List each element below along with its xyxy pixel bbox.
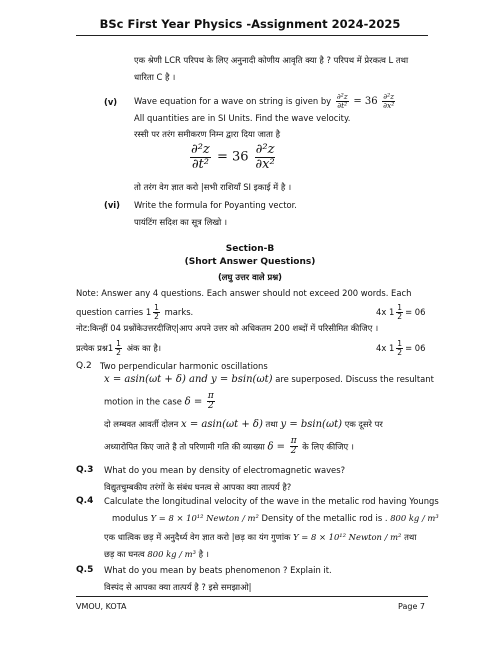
intro-line-2: धारिता C है । [134,72,176,82]
q5-label: Q.5 [76,565,94,575]
wave-eq-equals: = 36 [216,149,249,165]
question-v-hindi-2: तो तरंग वेग ज्ञात करो |सभी राशियाँ SI इकाई में है । [134,182,292,192]
footer-page-number: Page 7 [398,602,425,611]
question-v-hindi: रस्सी पर तरंग समीकरण निम्न द्वारा दिया जाता है [134,129,281,139]
question-vi-hindi: पायंटिंग सदिश का सूत्र लिखो । [134,217,228,227]
q5-hindi: विस्पंद से आपका क्या तात्पर्य है ? इसे समझाओ| [104,582,252,592]
note-hindi-marks-total: 4x 1 $\frac{1}{2}$ = 06 [376,339,426,357]
wave-eq-lhs: $\frac{\text{∂²z}}{\text{∂t²}}$ [191,142,210,172]
q2-equation-tail: are superposed. Discuss the resultant [275,374,434,384]
wave-eq-rhs: $\frac{\text{∂²z}}{\text{∂x²}}$ [255,142,275,172]
footer-rule [76,596,428,597]
q4-hindi-line-2: छड़ का घनत्व 800 kg / m³ है । [104,549,209,559]
question-v-en-line [134,93,397,110]
q2-hindi-pi-over-2: $\frac{\pi}{2}$ [290,436,297,457]
q3-hindi: विद्युतचुम्बकीय तरंगों के संबंध घनत्व से आपका क्या तात्पर्य है? [104,482,292,492]
q4-line-1: Calculate the longitudinal velocity of the wave in the metalic rod having Youngs [104,496,439,506]
wave-eq-inline-equals: = 36 [353,95,378,107]
question-v-label: (v) [104,97,118,107]
note-marks-total: 4x 1 $\frac{1}{2}$ = 06 [376,303,426,321]
q4-label: Q.4 [76,496,94,506]
q4-line-2: modulus Y = 8 × 10¹² Newton / m² Density of the metallic rod is . 800 kg / m³ [112,513,439,523]
note-line-1: Note: Answer any 4 questions. Each answer should not exceed 200 words. Each [76,288,412,298]
q2-hindi-line-1: दो लम्बवत आवर्ती दोलन x = asin(ωt + δ) तथा y = bsin(ωt) एक दूसरे पर [104,419,383,430]
footer-left: VMOU, KOTA [76,602,127,611]
question-v-text: Wave equation for a wave on string is given by [134,95,332,106]
q3-label: Q.3 [76,465,94,475]
intro-line-1: एक श्रेणी LCR परिपथ के लिए अनुनादी कोणीय आवृति क्या है ? परिपथ में प्रेरकत्व L तथा [134,55,409,65]
question-vi-label: (vi) [104,200,120,210]
q4-youngs-modulus: Y = 8 × 10¹² Newton / m² [150,513,259,523]
wave-eq-inline-rhs: $\frac{\text{∂²z}}{\text{∂x²}}$ [383,92,395,110]
q4-hindi-line-1: एक धात्विक छड़ में अनुदैर्ध्य वेग ज्ञात करो |छड़ का यंग गुणांक Y = 8 × 10¹² Newton / m² तथा [104,532,417,542]
q2-hindi-line-2: अध्यारोपित किए जाते है तो परिणामी गति की व्याख्या δ = $\frac{\pi}{2}$ के लिए कीजिए । [104,436,354,457]
q2-pi-over-2: $\frac{\pi}{2}$ [207,391,214,412]
wave-equation-display [188,143,277,171]
note-fraction-half: $\frac{1}{2}$ [154,303,159,321]
header-rule [76,35,428,36]
q2-text: Two perpendicular harmonic oscillations [100,361,268,371]
q2-label: Q.2 [76,361,92,371]
q2-oscillation-equations: x = asin(ωt + δ) and y = bsin(ωt) [104,374,273,385]
note-hindi-line: नोट:किन्हीं 04 प्रश्नोंकेउत्तरदीजिए|आप अपने उत्तर को अधिकतम 200 शब्दों में परिसीमित कीजिए । [76,323,379,333]
q3-text: What do you mean by density of electromagnetic waves? [104,465,346,475]
wave-eq-inline-lhs: $\frac{\text{∂²z}}{\text{∂t²}}$ [336,92,348,110]
question-v-units: All quantities are in SI Units. Find the wave velocity. [134,113,351,123]
section-b-subtitle-hindi: (लघु उत्तर वाले प्रश्न) [217,272,283,282]
q2-equation-line [104,374,434,385]
note-marks-fraction: $\frac{1}{2}$ [397,303,403,321]
question-vi-text: Write the formula for Poyanting vector. [134,200,297,210]
note-hindi-marks-fraction: $\frac{1}{2}$ [397,339,403,357]
note-hindi-marks: प्रत्येक प्रश्न1 $\frac{1}{2}$ अंक का है। [76,339,162,357]
note-hindi-fraction: $\frac{1}{2}$ [116,339,121,357]
section-b-subtitle: (Short Answer Questions) [184,257,316,267]
section-b-title: Section-B [225,244,275,254]
q5-text: What do you mean by beats phenomenon ? Explain it. [104,565,332,575]
page-header-title: BSc First Year Physics -Assignment 2024-2025 [99,17,401,31]
note-line-2: question carries 1 $\frac{1}{2}$ marks. [76,303,194,321]
q4-density: 800 kg / m³ [390,513,439,523]
q2-motion-line: motion in the case δ = $\frac{\pi}{2}$ [104,391,214,412]
